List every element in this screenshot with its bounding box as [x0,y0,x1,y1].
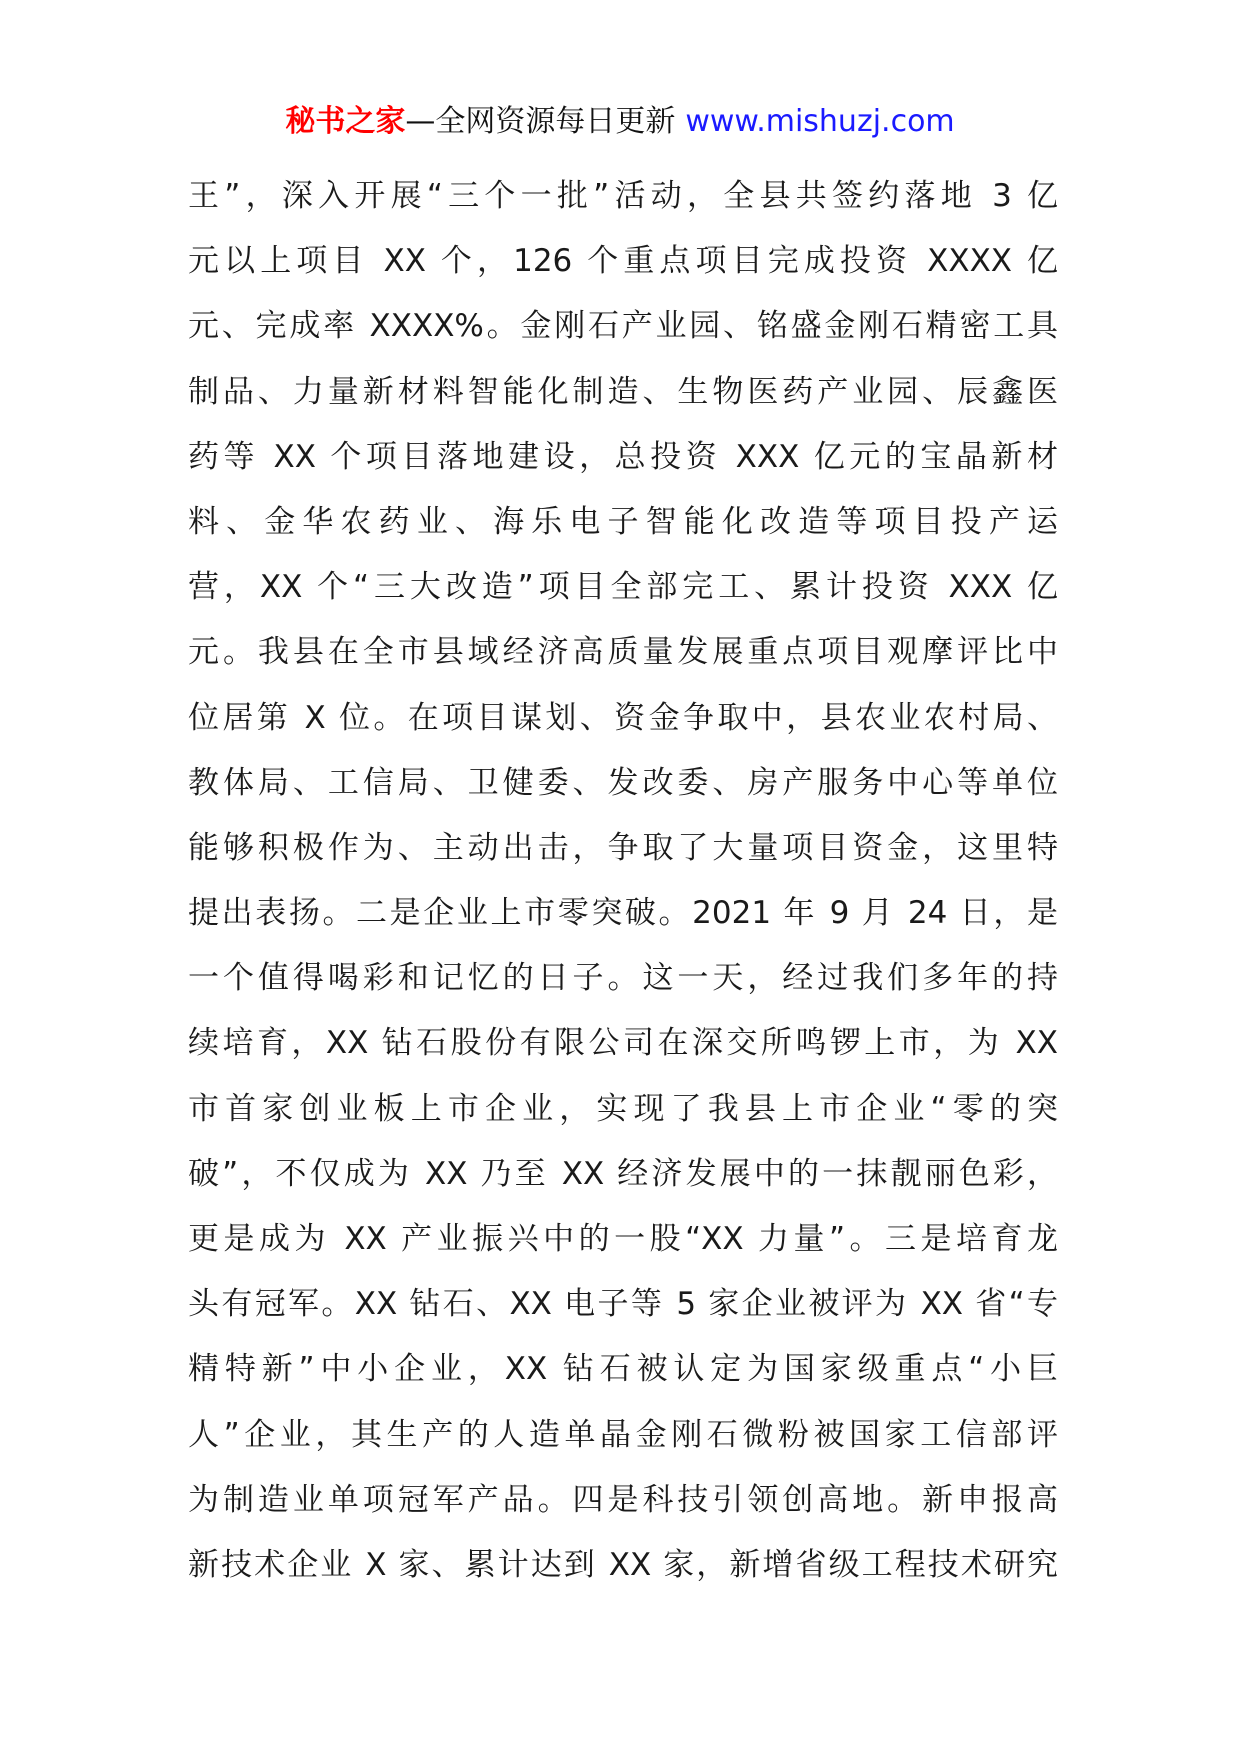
text-line: 提出表扬。二是企业上市零突破。2021 年 9 月 24 日，是 [188,895,1058,932]
text-line: 市首家创业板上市企业，实现了我县上市企业“零的突 [188,1090,1058,1127]
text-line: 教体局、工信局、卫健委、发改委、房产服务中心等单位 [188,764,1058,801]
text-line: 精特新”中小企业，XX 钻石被认定为国家级重点“小巨 [188,1351,1058,1388]
text-line: 制品、力量新材料智能化制造、生物医药产业园、辰鑫医 [188,373,1058,410]
text-line: 人”企业，其生产的人造单晶金刚石微粉被国家工信部评 [188,1416,1058,1453]
text-line: 新技术企业 X 家、累计达到 XX 家，新增省级工程技术研究 [188,1546,1058,1583]
text-line: 药等 XX 个项目落地建设，总投资 XXX 亿元的宝晶新材 [188,438,1058,475]
text-line: 王”，深入开展“三个一批”活动，全县共签约落地 3 亿 [188,178,1058,214]
text-line: 营，XX 个“三大改造”项目全部完工、累计投资 XXX 亿 [188,569,1058,606]
text-line: 能够积极作为、主动出击，争取了大量项目资金，这里特 [188,829,1058,866]
text-line: 续培育，XX 钻石股份有限公司在深交所鸣锣上市，为 XX [188,1025,1058,1062]
text-line: 元以上项目 XX 个，126 个重点项目完成投资 XXXX 亿 [188,243,1058,280]
text-line: 为制造业单项冠军产品。四是科技引领创高地。新申报高 [188,1481,1058,1518]
text-line: 头有冠军。XX 钻石、XX 电子等 5 家企业被评为 XX 省“专 [188,1286,1058,1323]
text-line: 元。我县在全市县域经济高质量发展重点项目观摩评比中 [188,634,1058,671]
text-line: 位居第 X 位。在项目谋划、资金争取中，县农业农村局、 [188,699,1058,736]
document-body [188,164,1058,1598]
header-tagline: —全网资源每日更新 [405,104,676,139]
text-line: 料、金华农药业、海乐电子智能化改造等项目投产运 [188,503,1058,540]
text-line: 更是成为 XX 产业振兴中的一股“XX 力量”。三是培育龙 [188,1221,1058,1257]
text-line: 元、完成率 XXXX%。金刚石产业园、铭盛金刚石精密工具 [188,308,1058,345]
site-url-link[interactable]: www.mishuzj.com [685,104,955,139]
text-line: 一个值得喝彩和记忆的日子。这一天，经过我们多年的持 [188,960,1058,997]
page-header [0,102,1240,142]
brand-name: 秘书之家 [285,104,406,139]
text-line: 破”，不仅成为 XX 乃至 XX 经济发展中的一抹靓丽色彩， [188,1155,1058,1192]
